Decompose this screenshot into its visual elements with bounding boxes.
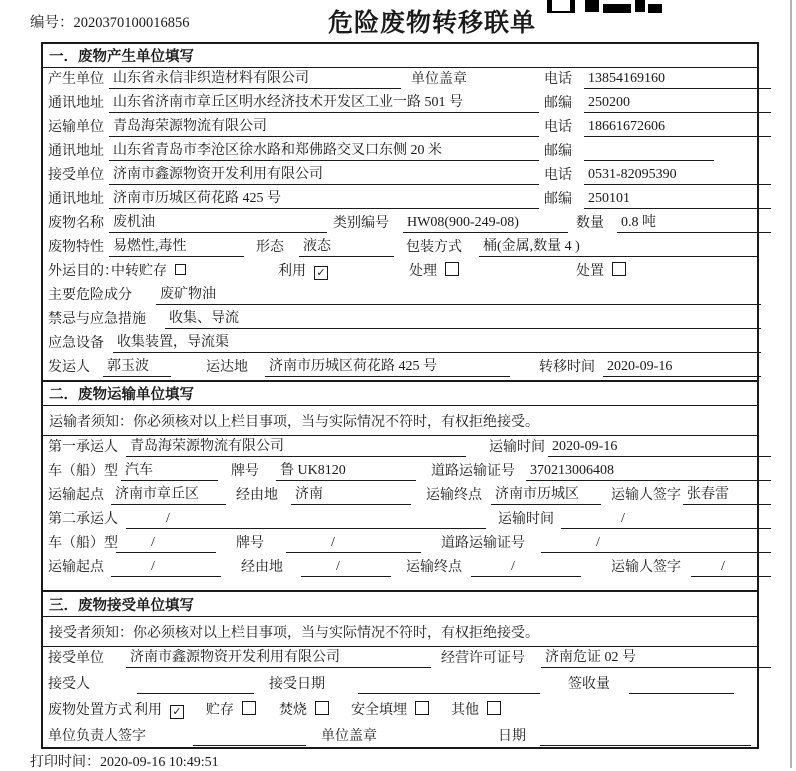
form-row xyxy=(43,116,757,140)
second-transport-date-field: / xyxy=(561,509,771,529)
business-license-field: 济南危证 02 号 xyxy=(541,648,771,668)
section-receiver xyxy=(43,590,757,748)
document-title: 危险废物转移联单 xyxy=(328,10,537,37)
form-row xyxy=(43,332,757,356)
acceptor-field xyxy=(137,674,254,694)
waste-quantity-field: 0.8 吨 xyxy=(617,213,771,233)
packing-method-field: 桶(金属,数量 4 ) xyxy=(479,237,759,257)
notice-text: 运输者须知：你必须核对以上栏目事项，当与实际情况不符时，有权拒绝接受。 xyxy=(43,406,757,436)
qr-block xyxy=(603,4,631,13)
waste-form-field: 液态 xyxy=(299,237,394,257)
producer-postcode-field: 250200 xyxy=(584,93,771,113)
form-row xyxy=(43,673,757,699)
second-via-field: / xyxy=(301,557,391,577)
field-label: 第二承运人 xyxy=(48,512,118,527)
empty-checkbox-icon xyxy=(415,701,429,715)
form-row xyxy=(43,647,757,673)
print-time: 2020-09-16 10:49:51 xyxy=(100,755,219,770)
serial-number: 2020370100016856 xyxy=(73,15,190,31)
seal-date-field xyxy=(540,726,751,746)
disposal-other-checkbox xyxy=(451,701,501,721)
form-row xyxy=(43,508,757,532)
second-plate-number-field: / xyxy=(286,533,421,553)
checkbox-label: 利用 xyxy=(134,703,162,718)
empty-checkbox-icon xyxy=(242,701,256,715)
field-label: 运输终点 xyxy=(426,488,482,503)
qr-block xyxy=(635,0,645,12)
field-label: 运输起点 xyxy=(48,488,104,503)
receiver-postcode-field: 250101 xyxy=(584,189,771,209)
form-row xyxy=(43,436,757,460)
receiver-phone-field: 0531-82095390 xyxy=(584,165,771,185)
field-label: 运输时间 xyxy=(489,440,545,455)
checkbox-label: 处理 xyxy=(409,264,437,279)
field-label: 经营许可证号 xyxy=(441,651,525,666)
field-label: 经由地 xyxy=(241,560,283,575)
main-hazard-component-field: 废矿物油 xyxy=(156,285,761,305)
field-label: 邮编 xyxy=(544,96,572,111)
empty-checkbox-icon xyxy=(612,262,626,276)
waste-category-code-field: HW08(900-249-08) xyxy=(403,213,568,233)
field-label: 接受单位 xyxy=(48,651,104,666)
field-label: 牌号 xyxy=(231,464,259,479)
producer-name-field: 山东省永信非织造材料有限公司 xyxy=(109,69,401,89)
field-label: 运输终点 xyxy=(406,560,462,575)
form-row xyxy=(43,484,757,508)
shipper-field: 郭玉波 xyxy=(103,357,171,377)
checkbox-label: 利用 xyxy=(278,264,306,279)
first-via-field: 济南 xyxy=(291,485,411,505)
waste-property-field: 易燃性,毒性 xyxy=(109,237,244,257)
checked-checkbox-icon: ✓ xyxy=(314,266,328,280)
purpose-transfer-storage-checkbox xyxy=(111,262,186,282)
field-label: 运达地 xyxy=(206,360,248,375)
field-label: 道路运输证号 xyxy=(431,464,515,479)
field-label: 运输起点 xyxy=(48,560,104,575)
field-label: 邮编 xyxy=(544,192,572,207)
producer-seal-label: 单位盖章 xyxy=(411,72,467,87)
disposal-incinerate-checkbox xyxy=(279,701,329,721)
field-label: 废物特性 xyxy=(48,240,104,255)
disposal-landfill-checkbox xyxy=(351,701,429,721)
print-time-label: 打印时间： xyxy=(30,755,100,770)
producer-phone-field: 13854169160 xyxy=(584,69,771,89)
form-row xyxy=(43,188,757,212)
form-row xyxy=(43,140,757,164)
field-label: 车（船）型 xyxy=(48,464,118,479)
field-label: 转移时间 xyxy=(539,360,595,375)
accepting-unit-field: 济南市鑫源物资开发利用有限公司 xyxy=(126,648,431,668)
section-spacer xyxy=(43,580,757,590)
emergency-measures-field: 收集、导流 xyxy=(165,309,761,329)
field-label: 接受单位 xyxy=(48,168,104,183)
transporter-address-field: 山东省青岛市李沧区徐水路和郑佛路交叉口东侧 20 米 xyxy=(109,141,539,161)
receiver-name-field: 济南市鑫源物资开发利用有限公司 xyxy=(109,165,539,185)
first-plate-number-field: 鲁 UK8120 xyxy=(276,461,416,481)
field-label: 接受日期 xyxy=(269,677,325,692)
field-label: 形态 xyxy=(256,240,284,255)
qr-block xyxy=(648,4,662,13)
form-row xyxy=(43,212,757,236)
checkbox-label: 安全填埋 xyxy=(351,703,407,718)
destination-field: 济南市历城区荷花路 425 号 xyxy=(265,357,510,377)
transporter-postcode-field xyxy=(584,141,714,161)
first-road-permit-field: 370213006408 xyxy=(526,461,771,481)
received-quantity-field xyxy=(629,674,734,694)
serial-number-row xyxy=(30,11,190,32)
empty-checkbox-icon xyxy=(445,262,459,276)
form-row xyxy=(43,236,757,260)
field-label: 第一承运人 xyxy=(48,440,118,455)
field-label: 废物名称 xyxy=(48,216,104,231)
field-label: 运输时间 xyxy=(498,512,554,527)
form-row xyxy=(43,532,757,556)
first-endpoint-field: 济南市历城区 xyxy=(491,485,601,505)
transporter-phone-field: 18661672606 xyxy=(584,117,771,137)
first-carrier-field: 青岛海荣源物流有限公司 xyxy=(126,437,466,457)
field-label: 数量 xyxy=(576,216,604,231)
section-header-transport: 二．废物运输单位填写 xyxy=(43,380,757,406)
field-label: 运输人签字 xyxy=(611,560,681,575)
print-time-row xyxy=(30,751,219,771)
section-header-receiver: 三．废物接受单位填写 xyxy=(43,590,757,617)
form-row xyxy=(43,460,757,484)
field-label: 主要危险成分 xyxy=(48,288,132,303)
qr-code-fragment xyxy=(545,0,665,13)
empty-checkbox-icon xyxy=(315,701,329,715)
form-row xyxy=(43,284,757,308)
second-endpoint-field: / xyxy=(471,557,581,577)
form-row xyxy=(43,556,757,580)
section-transport xyxy=(43,380,757,590)
field-label: 运输单位 xyxy=(48,120,104,135)
field-label: 发运人 xyxy=(48,360,90,375)
field-label: 签收量 xyxy=(568,677,610,692)
second-carrier-signature-field: / xyxy=(691,557,771,577)
section-producer xyxy=(43,44,757,380)
field-label: 电话 xyxy=(544,168,572,183)
field-label: 邮编 xyxy=(544,144,572,159)
field-label: 道路运输证号 xyxy=(441,536,525,551)
notice-text: 接受者须知：你必须核对以上栏目事项，当与实际情况不符时，有权拒绝接受。 xyxy=(43,617,757,647)
first-vehicle-type-field: 汽车 xyxy=(121,461,218,481)
form-row xyxy=(43,260,757,284)
field-label: 牌号 xyxy=(236,536,264,551)
checkbox-label: 贮存 xyxy=(206,703,234,718)
form-row xyxy=(43,308,757,332)
form-row xyxy=(43,164,757,188)
field-label: 通讯地址 xyxy=(48,192,104,207)
empty-checkbox-icon xyxy=(175,264,186,275)
field-label: 包装方式 xyxy=(406,240,462,255)
field-label: 应急设备 xyxy=(48,336,104,351)
field-label: 产生单位 xyxy=(48,72,104,87)
field-label: 车（船）型 xyxy=(48,536,118,551)
second-carrier-field: / xyxy=(126,509,486,529)
emergency-equipment-field: 收集装置，导流渠 xyxy=(113,333,761,353)
unit-seal-label: 单位盖章 xyxy=(321,729,377,744)
empty-checkbox-icon xyxy=(487,701,501,715)
field-label: 运输人签字 xyxy=(611,488,681,503)
checkbox-label: 处置 xyxy=(576,264,604,279)
field-label: 外运目的： xyxy=(48,264,118,279)
disposal-storage-checkbox xyxy=(206,701,256,721)
first-carrier-signature-field: 张春雷 xyxy=(683,485,771,505)
responsible-signature-field xyxy=(193,726,306,746)
field-label: 类别编号 xyxy=(333,216,389,231)
field-label: 经由地 xyxy=(236,488,278,503)
field-label: 电话 xyxy=(544,72,572,87)
form-row xyxy=(43,68,757,92)
checkbox-label: 中转贮存 xyxy=(111,264,167,279)
transporter-name-field: 青岛海荣源物流有限公司 xyxy=(109,117,539,137)
form-row xyxy=(43,699,757,725)
form-row xyxy=(43,356,757,380)
field-label: 通讯地址 xyxy=(48,96,104,111)
checkbox-label: 其他 xyxy=(451,703,479,718)
producer-address-field: 山东省济南市章丘区明水经济技术开发区工业一路 501 号 xyxy=(109,93,539,113)
purpose-treat-checkbox xyxy=(409,262,459,282)
field-label: 日期 xyxy=(498,729,526,744)
field-label: 单位负责人签字 xyxy=(48,729,146,744)
checked-checkbox-icon: ✓ xyxy=(170,705,184,719)
scan-edge-line xyxy=(790,0,792,768)
field-label: 废物处置方式 xyxy=(48,703,132,718)
checkbox-label: 焚烧 xyxy=(279,703,307,718)
form-row xyxy=(43,725,757,748)
purpose-dispose-checkbox xyxy=(576,262,626,282)
section-header-producer: 一．废物产生单位填写 xyxy=(43,44,757,68)
waste-name-field: 废机油 xyxy=(109,213,327,233)
qr-finder-pattern xyxy=(547,0,575,13)
first-origin-field: 济南市章丘区 xyxy=(111,485,226,505)
field-label: 禁忌与应急措施 xyxy=(48,312,146,327)
form-row xyxy=(43,92,757,116)
field-label: 接受人 xyxy=(48,677,90,692)
field-label: 电话 xyxy=(544,120,572,135)
transfer-date-field: 2020-09-16 xyxy=(603,357,761,377)
first-transport-date-field: 2020-09-16 xyxy=(548,437,771,457)
purpose-use-checkbox xyxy=(278,262,328,282)
accept-date-field xyxy=(358,674,540,694)
second-road-permit-field: / xyxy=(541,533,771,553)
disposal-use-checkbox xyxy=(134,701,184,721)
serial-number-label: 编号： xyxy=(30,15,74,31)
second-origin-field: / xyxy=(111,557,221,577)
second-vehicle-type-field: / xyxy=(116,533,216,553)
receiver-address-field: 济南市历城区荷花路 425 号 xyxy=(109,189,539,209)
field-label: 通讯地址 xyxy=(48,144,104,159)
qr-block xyxy=(585,0,599,12)
manifest-form xyxy=(41,42,759,749)
